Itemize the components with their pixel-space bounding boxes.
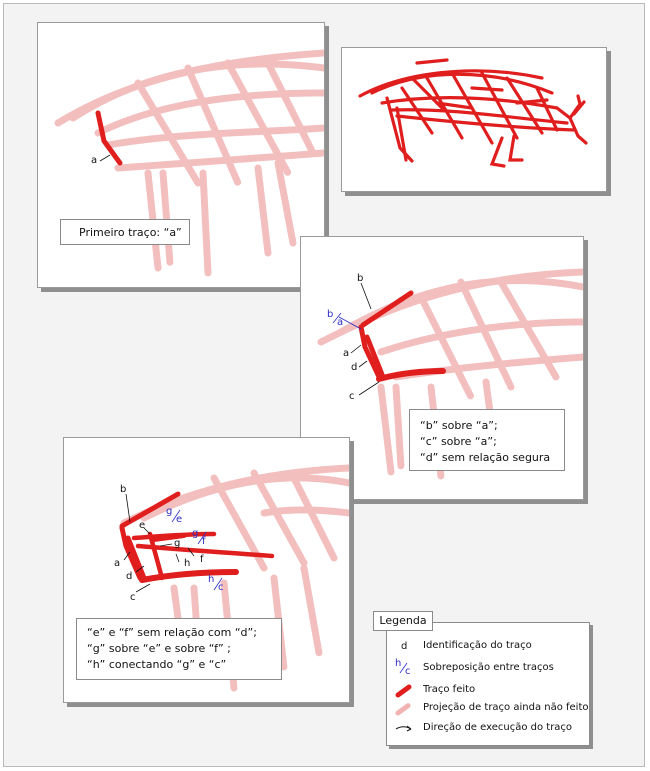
svg-text:c: c (405, 666, 411, 677)
caption-line-2: “g” sobre “e” e sobre “f” ; (87, 642, 231, 655)
overlap-b-over-a (327, 309, 343, 328)
deer-strokes (360, 60, 586, 166)
stroke-label-c: c (349, 391, 355, 402)
deer-figure (342, 48, 606, 191)
stroke-label-b: b (357, 273, 364, 284)
overlap-g-over-e (166, 506, 182, 525)
legend-label-stroke-done: Traço feito (423, 684, 476, 695)
legend-title: Legenda (373, 611, 433, 631)
legend-symbol-overlap (393, 657, 417, 677)
svg-text:d: d (401, 641, 408, 652)
overlap-h-over-c (208, 574, 224, 593)
stroke-a (361, 327, 379, 377)
panel-1-drawing (38, 23, 324, 287)
overlap-g-over-f (192, 528, 206, 547)
svg-text:g: g (192, 528, 199, 539)
stroke-label-a: a (343, 348, 350, 359)
svg-text:f: f (202, 536, 206, 547)
panel-strokes-e-h (63, 437, 350, 703)
stroke-label-b: b (120, 484, 127, 495)
caption-line-3: “h” conectando “g” e “c” (87, 658, 227, 671)
legend-label-overlap: Sobreposição entre traços (423, 662, 554, 673)
panel-first-stroke (37, 22, 325, 288)
svg-text:g: g (166, 506, 173, 517)
legend-label-stroke-projection: Projeção de traço ainda não feito (423, 702, 589, 713)
stroke-label-e: e (139, 520, 146, 531)
legend-symbol-identifier (393, 637, 417, 653)
caption-line-1: “b” sobre “a”; (420, 419, 498, 432)
legend-symbol-stroke-projection (393, 701, 417, 717)
label-leader-a (100, 155, 110, 161)
stroke-label-g: g (174, 538, 181, 549)
caption-line-2: “c” sobre “a”; (420, 435, 497, 448)
legend-symbol-direction (393, 721, 417, 737)
svg-text:e: e (176, 514, 183, 525)
stroke-label-a: a (114, 558, 121, 569)
stroke-label-d: d (351, 362, 358, 373)
caption-line-1: “e” e “f” sem relação com “d”; (87, 626, 257, 639)
caption-strokes-e-h (76, 618, 282, 680)
svg-text:c: c (218, 582, 224, 593)
legend-label-identifier: Identificação do traço (423, 640, 532, 651)
stroke-label-a: a (91, 155, 98, 166)
caption-strokes-b-c-d (409, 409, 565, 471)
overlap-bottom: a (337, 317, 344, 328)
legend (386, 622, 590, 746)
stroke-label-d: d (126, 571, 133, 582)
svg-text:h: h (208, 574, 215, 585)
stroke-label-c: c (130, 592, 136, 603)
svg-text:h: h (395, 658, 402, 669)
caption-line-3: “d” sem relação segura (420, 451, 551, 464)
panel-complete-figure (341, 47, 607, 192)
stroke-label-f: f (200, 554, 204, 565)
caption-first-stroke (60, 219, 190, 245)
legend-label-direction: Direção de execução do traço (423, 722, 573, 733)
stroke-label-h: h (184, 558, 191, 569)
overlap-top: b (327, 309, 334, 320)
caption-text: Primeiro traço: “a” (79, 226, 182, 239)
legend-symbol-stroke-done (393, 683, 417, 699)
